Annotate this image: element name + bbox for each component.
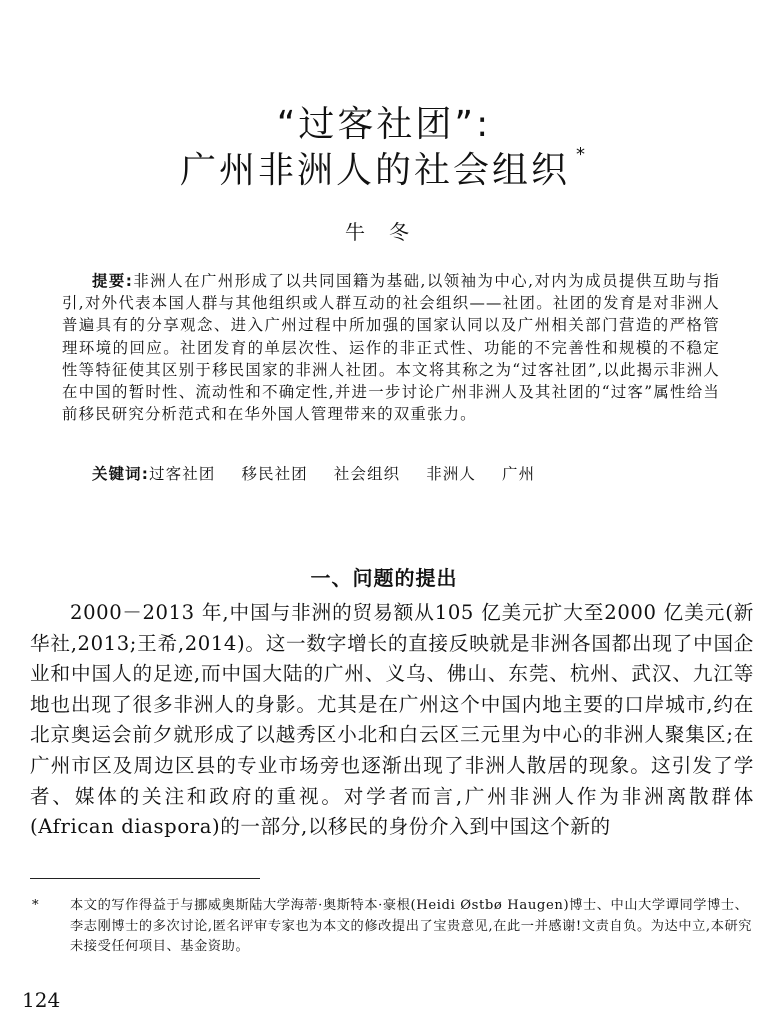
article-title-line-1: “过客社团”: — [276, 104, 492, 146]
footnote-marker: * — [32, 898, 40, 913]
article-title-line-2 — [0, 142, 768, 193]
footnote — [30, 896, 754, 958]
section-heading: 一、问题的提出 — [310, 565, 458, 590]
keyword-item: 社会组织 — [333, 465, 401, 483]
keyword-item: 非洲人 — [426, 465, 477, 483]
footnote-text: 本文的写作得益于与挪威奥斯陆大学海蒂·奥斯特本·豪根(Heidi Østbø Haugen)博士、中山大学谭同学博士、李志刚博士的多次讨论,匿名评审专家也为本文的修改提出了宝贵意见,在此一并感谢!文责自负。为达中立,本研究未接受任何项目、基金资助。 — [70, 898, 753, 955]
keyword-item: 移民社团 — [241, 465, 308, 483]
article-title-text: 广州非洲人的社会组织 — [179, 150, 570, 192]
abstract — [62, 270, 720, 425]
page-number: 124 — [22, 988, 61, 1012]
body-paragraph: 2000－2013 年,中国与非洲的贸易额从105 亿美元扩大至2000 亿美元(新华社,2013;王希,2014)。这一数字增长的直接反映就是非洲各国都出现了中国企业和中国人的足迹,而中国大陆的广州、义乌、佛山、东莞、杭州、武汉、九江等地也出现了很多非洲人的身影。尤其是在广州这个中国内地主要的口岸城市,约在北京奥运会前夕就形成了以越秀区小北和白云区三元里为中心的非洲人聚集区;在广州市区及周边区县的专业市场旁也逐渐出现了非洲人散居的现象。这引发了学者、媒体的关注和政府的重视。对学者而言,广州非洲人作为非洲离散群体(African diaspora)的一部分,以移民的身份介入到中国这个新的 — [30, 601, 754, 839]
author-name: 牛冬 — [345, 220, 433, 244]
footnote-divider — [30, 878, 260, 879]
keywords-label: 关键词: — [92, 465, 150, 483]
keyword-item: 广州 — [502, 465, 536, 483]
keyword-item: 过客社团 — [149, 465, 216, 483]
title-footnote-marker: * — [576, 144, 588, 166]
keywords — [92, 462, 561, 484]
abstract-label: 提要: — [92, 272, 134, 290]
abstract-text: 非洲人在广州形成了以共同国籍为基础,以领袖为中心,对内为成员提供互助与指引,对外代表本国人群与其他组织或人群互动的社会组织——社团。社团的发育是对非洲人普遍具有的分享观念、进入广州过程中所加强的国家认同以及广州相关部门营造的严格管理环境的回应。社团发育的单层次性、运作的非正式性、功能的不完善性和规模的不稳定性等特征使其区别于移民国家的非洲人社团。本文将其称之为“过客社团”,以此揭示非洲人在中国的暂时性、流动性和不确定性,并进一步讨论广州非洲人及其社团的“过客”属性给当前移民研究分析范式和在华外国人管理带来的双重张力。 — [62, 272, 720, 424]
